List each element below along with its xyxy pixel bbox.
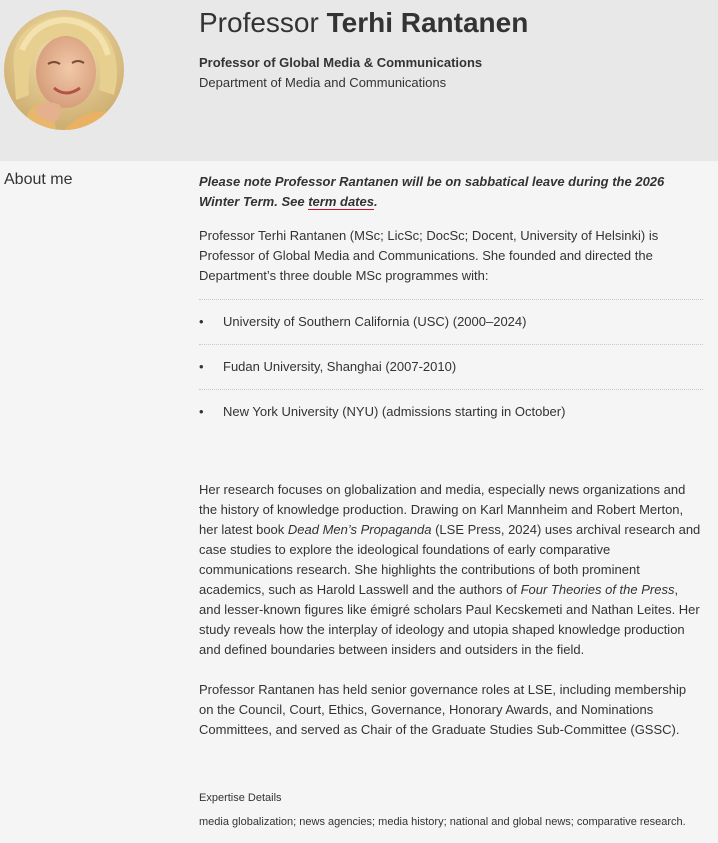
- title-prefix: Professor: [199, 7, 319, 38]
- bullet-icon: •: [199, 314, 204, 329]
- title-name: Terhi Rantanen: [326, 7, 529, 38]
- page-title: [199, 4, 528, 42]
- book-title: Dead Men’s Propaganda: [287, 522, 432, 537]
- list-item: [199, 390, 703, 434]
- profile-photo: [4, 10, 124, 130]
- book-title-2: Four Theories of the Press: [520, 582, 675, 597]
- governance-paragraph: Professor Rantanen has held senior governance roles at LSE, including membership on the Council, Court, Ethics, Governance, Honorary Awards, and Nominations Committees, and served as Chair of the Graduate Studies Sub-Committee (GSSC).: [199, 682, 687, 737]
- sabbatical-notice: [199, 172, 703, 212]
- research-paragraph: [199, 480, 703, 660]
- profile-header: [0, 0, 718, 161]
- research-text-3: , and lesser-known figures like émigré scholars Paul Kecskemeti and Nathan Leites. Her study reveals how the interplay of ideology and utopia shaped knowledge production and defined boundaries between insiders and outsiders in the field.: [199, 582, 700, 657]
- person-photo-icon: [4, 10, 124, 130]
- expertise-heading: Expertise Details: [199, 792, 282, 804]
- programme-label: Fudan University, Shanghai (2007-2010): [223, 359, 457, 374]
- research-text-1: Her research focuses on globalization and media, especially news organizations and the history of knowledge production. Drawing on Karl Mannheim and Robert Merton, her latest book: [199, 482, 686, 537]
- research-text-2: (LSE Press, 2024) uses archival research and case studies to explore the ideological foundations of early comparative communications research. She highlights the contributions of both prominent academics, such as Harold Lasswell and the authors of: [199, 522, 701, 597]
- about-content: [199, 172, 703, 830]
- notice-end: .: [373, 194, 378, 209]
- list-item: [199, 345, 703, 390]
- intro-paragraph: Professor Terhi Rantanen (MSc; LicSc; DocSc; Docent, University of Helsinki) is Professor of Global Media and Communications. She founded and directed the Department’s three double MSc programmes with:: [199, 228, 659, 283]
- about-me-heading: About me: [4, 171, 73, 188]
- programmes-list: [199, 299, 703, 434]
- bullet-icon: •: [199, 404, 204, 419]
- programme-label: University of Southern California (USC) (2000–2024): [223, 314, 527, 329]
- job-title: Professor of Global Media & Communications: [199, 55, 483, 70]
- department-name: Department of Media and Communications: [199, 75, 447, 90]
- programme-label: New York University (NYU) (admissions starting in October): [223, 404, 566, 419]
- list-item: [199, 300, 703, 345]
- bullet-icon: •: [199, 359, 204, 374]
- term-dates-link[interactable]: term dates: [308, 194, 374, 209]
- expertise-details: media globalization; news agencies; media history; national and global news; comparative research.: [199, 816, 686, 828]
- notice-text: Please note Professor Rantanen will be on sabbatical leave during the 2026 Winter Term. See: [199, 174, 665, 209]
